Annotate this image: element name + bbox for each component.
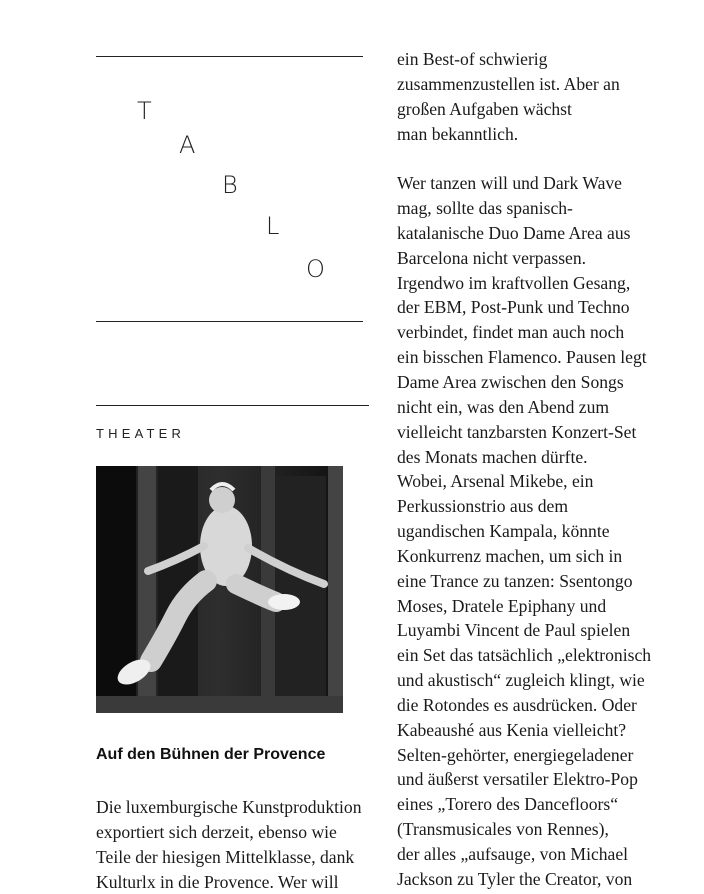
text-line: und akustisch“ zugleich klingt, wie — [397, 670, 645, 691]
paragraph-gap — [397, 146, 651, 171]
text-line: Konkurrenz machen, um sich in — [397, 545, 623, 566]
text-line: Barcelona nicht verpassen. — [397, 247, 587, 268]
logo-letter-b: B — [222, 171, 238, 199]
text-line: Moses, Dratele Epiphany und — [397, 595, 607, 616]
text-line: ein Set das tatsächlich „elektronisch — [397, 645, 652, 666]
text-line: mag, sollte das spanisch- — [397, 198, 573, 219]
text-line: eines „Torero des Dancefloors“ — [397, 794, 619, 815]
text-line: Wer tanzen will und Dark Wave — [397, 173, 622, 194]
text-line: vielleicht tanzbarsten Konzert-Set — [397, 421, 637, 442]
text-line: Wobei, Arsenal Mikebe, ein — [397, 471, 594, 492]
text-line: der EBM, Post-Punk und Techno — [397, 297, 630, 318]
text-line: verbindet, findet man auch noch — [397, 322, 625, 343]
text-line: Luyambi Vincent de Paul spielen — [397, 620, 631, 641]
logo-bottom-rule — [96, 321, 363, 322]
article-headline: Auf den Bühnen der Provence — [96, 746, 326, 763]
text-line: die Rotondes es ausdrücken. Oder — [397, 694, 637, 715]
text-line: Kulturlx in die Provence. Wer will — [96, 871, 339, 892]
text-line: Jackson zu Tyler the Creator, von — [397, 868, 633, 889]
logo-top-rule — [96, 56, 363, 57]
text-line: ein bisschen Flamenco. Pausen legt — [397, 347, 647, 368]
text-line: nicht ein, was den Abend zum — [397, 396, 610, 417]
logo-letter-l: L — [266, 212, 280, 240]
text-line: Dame Area zwischen den Songs — [397, 371, 624, 392]
text-line: Kabeaushé aus Kenia vielleicht? — [397, 719, 627, 740]
text-line: ein Best-of schwierig — [397, 49, 548, 69]
section-divider — [96, 405, 369, 406]
text-line: (Transmusicales von Rennes), — [397, 819, 609, 840]
logo-letter-t: T — [137, 97, 152, 125]
text-line: man bekanntlich. — [397, 123, 519, 144]
left-column-text — [96, 795, 362, 894]
right-column-text — [397, 47, 651, 892]
text-line: Teile der hiesigen Mittelklasse, dank — [96, 846, 355, 867]
text-line: katalanische Duo Dame Area aus — [397, 222, 631, 243]
text-line: Selten-gehörter, energiegeladener — [397, 744, 634, 765]
text-line: des Monats machen dürfte. — [397, 446, 588, 467]
text-line: der alles „aufsauge, von Michael — [397, 844, 629, 864]
text-line: großen Aufgaben wächst — [397, 98, 572, 119]
logo-letter-a: A — [179, 131, 196, 159]
text-line: Perkussionstrio aus dem — [397, 496, 569, 517]
text-line: exportiert sich derzeit, ebenso wie — [96, 821, 337, 842]
section-label: THEATER — [96, 426, 186, 441]
text-line: eine Trance zu tanzen: Ssentongo — [397, 570, 633, 591]
dancer-photo — [96, 466, 343, 713]
text-line: zusammenzustellen ist. Aber an — [397, 73, 620, 94]
text-line: Irgendwo im kraftvollen Gesang, — [397, 272, 631, 293]
text-line: und äußerst versatiler Elektro-Pop — [397, 769, 638, 790]
logo-letter-o: O — [306, 255, 325, 283]
text-line: ugandischen Kampala, könnte — [397, 521, 610, 542]
text-line: Die luxemburgische Kunstproduktion — [96, 797, 362, 817]
